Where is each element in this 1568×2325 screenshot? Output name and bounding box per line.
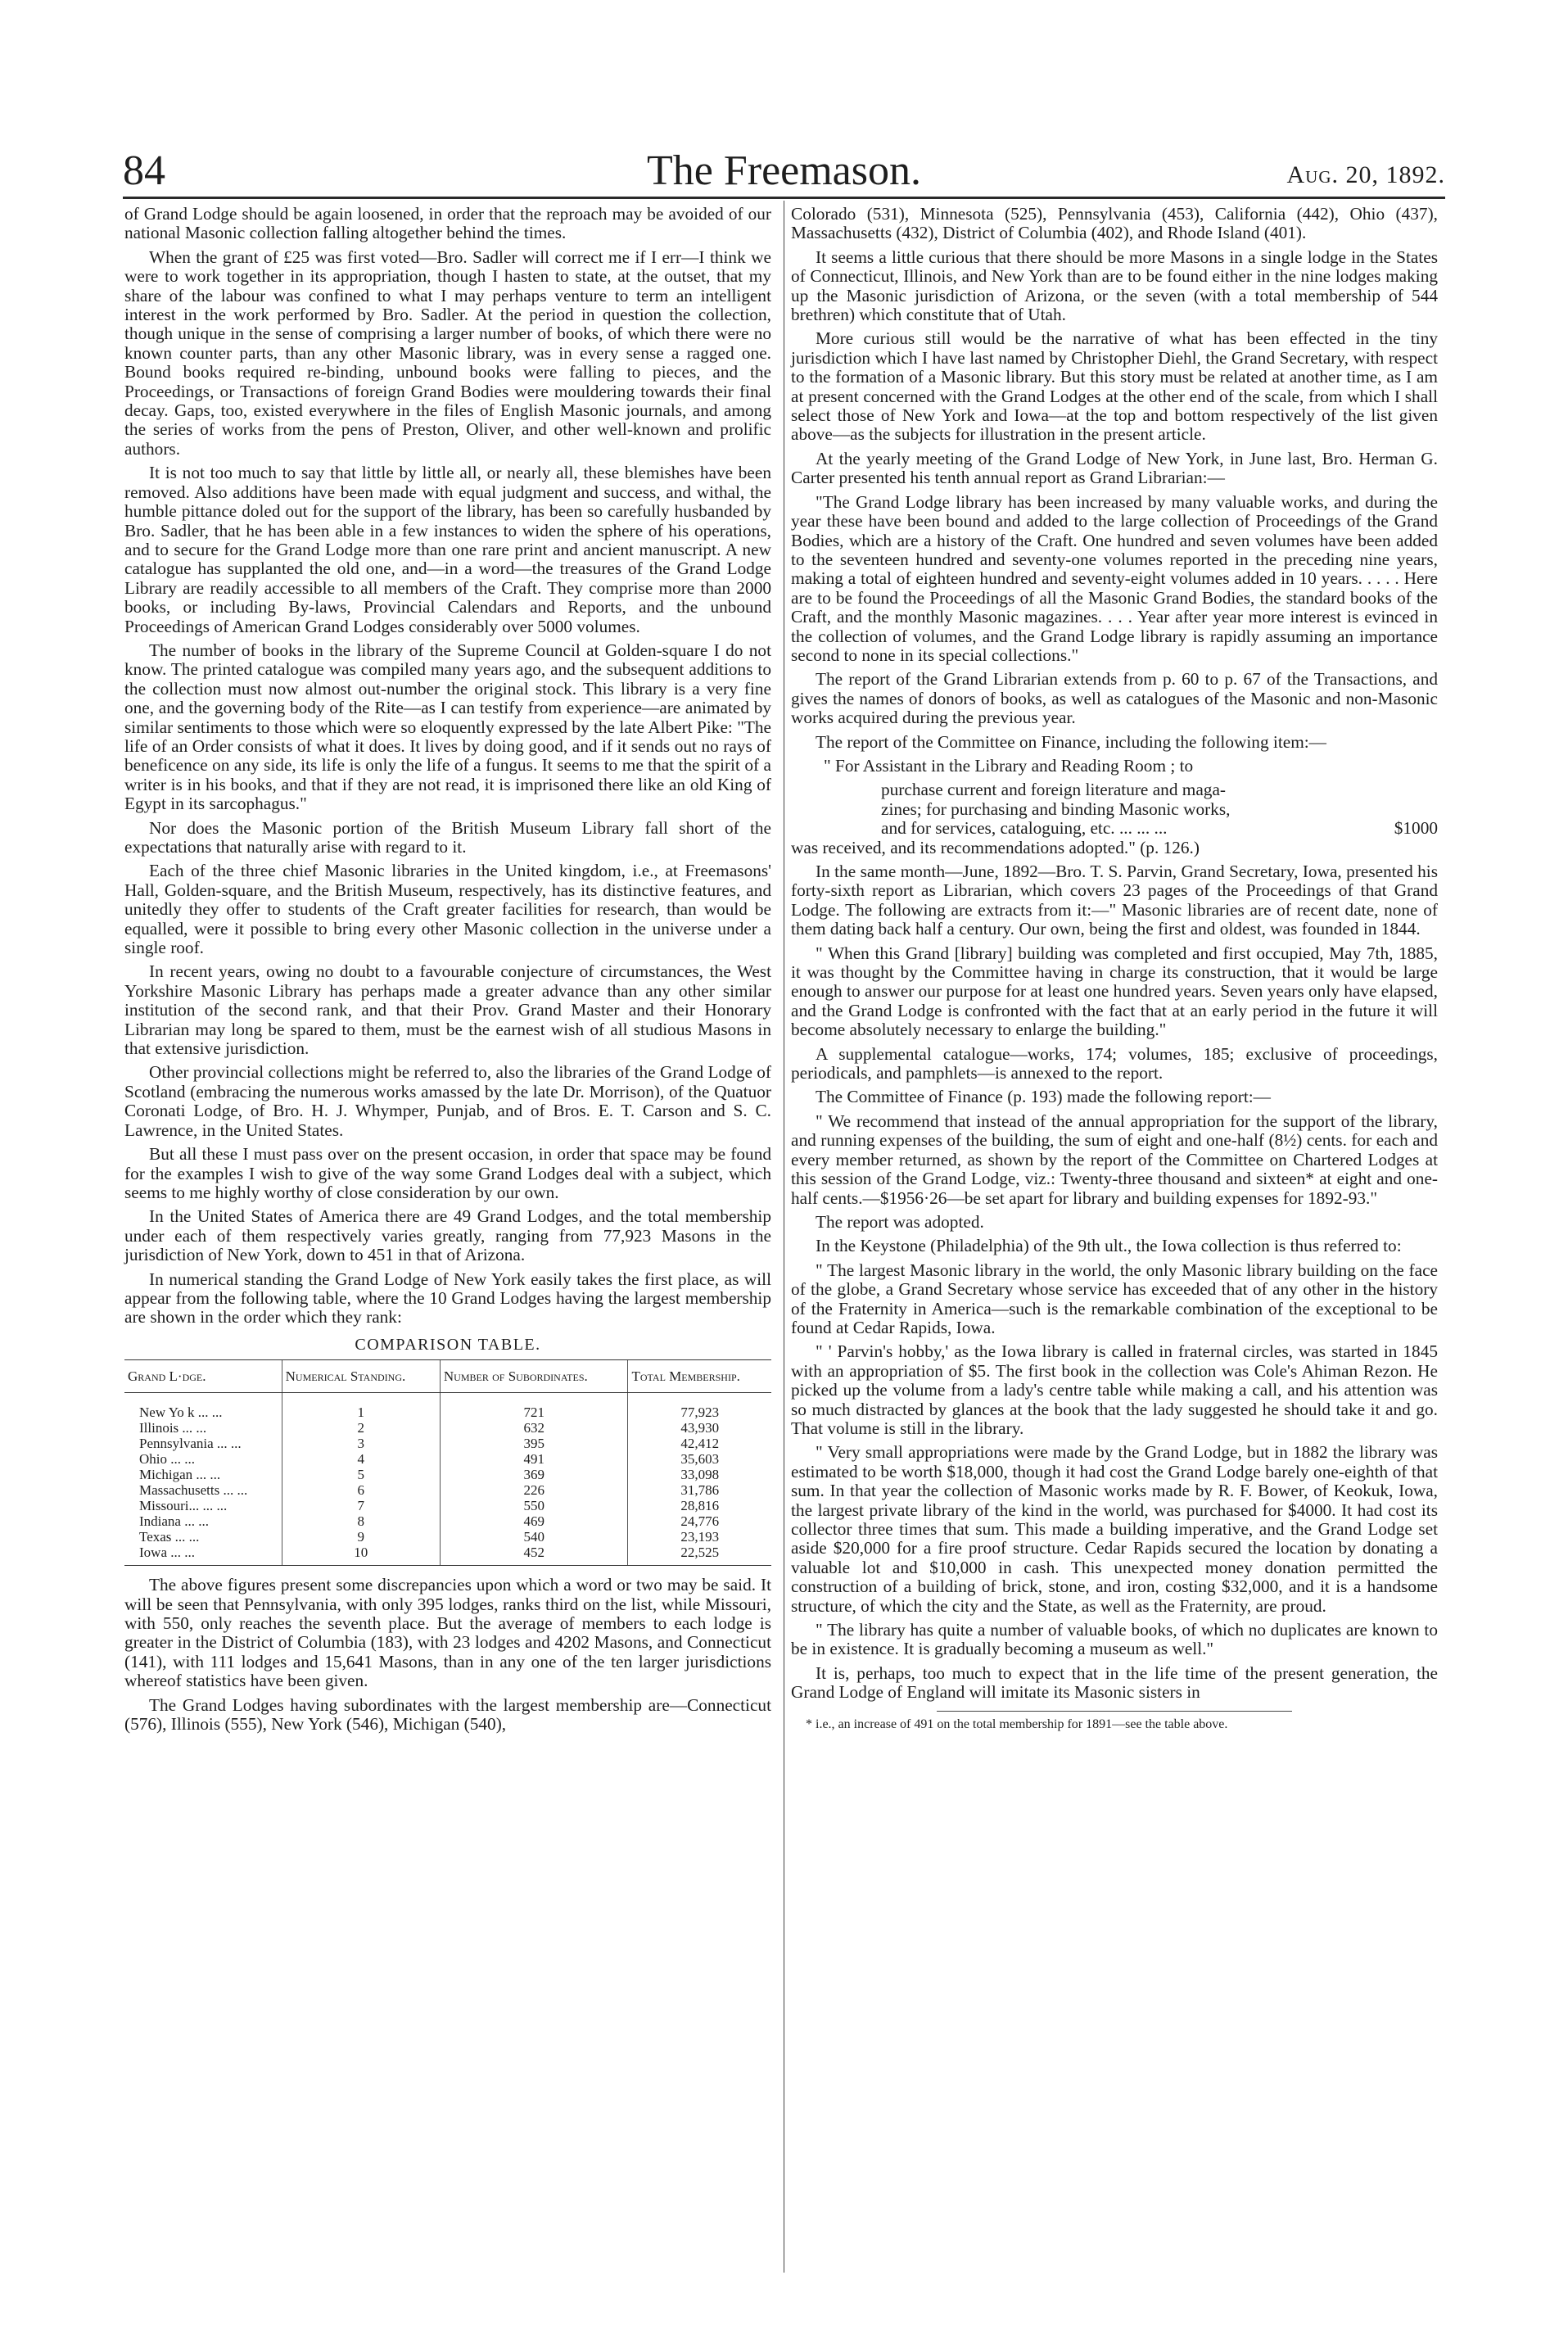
paragraph: In recent years, owing no doubt to a favourable conjecture of circumstances, the West Yorkshire Masonic Library has perhaps made a greater advance than any other similar institution of the second rank, and that their Prov. Grand Master and their Honorary Librarian may long be spared to them, must be the earnest wish of all studious Masons in that extensive jurisdiction. [124, 961, 771, 1059]
paragraph: " When this Grand [library] building was completed and first occupied, May 7th, 1885, it was thought by the Committee having in charge its construction, that it would be large enough to answer our purpose for at least one hundred years. Seven years only have elapsed, and the Grand Lodge is confronted with the fact that at an early period in the future it will become absolutely necessary to enlarge the building." [791, 943, 1438, 1040]
paragraph: " Very small appropriations were made by the Grand Lodge, but in 1882 the library was estimated to be worth $18,000, though it had cost the Grand Lodge barely one-eighth of that sum. In that year the collection of Masonic works made by R. F. Bower, of Keokuk, Iowa, the largest private library of the kind in the world, was purchased for $4000. It had cost its collector three times that sum. This made a building imperative, and the Grand Lodge set aside $20,000 for a fire proof structure. Cedar Rapids secured the location by donating a valuable lot and $10,000 in cash. This unexpected money donation permitted the construction of a building of brick, stone, and iron, costing $32,000, and it is a handsome structure, of which the city and the State, as well as the Fraternity, are proud. [791, 1442, 1438, 1616]
footnote: * i.e., an increase of 491 on the total membership for 1891—see the table above. [806, 1717, 1228, 1731]
lodge-name: New Yo k [139, 1404, 195, 1421]
membership-cell: 31,786 [628, 1482, 771, 1498]
table-header-row [124, 1360, 771, 1393]
leader-dots: ... ... [202, 1498, 228, 1514]
paragraph: It is, perhaps, too much to expect that in the life time of the present generation, the Grand Lodge of England will imitate its Masonic sisters in [791, 1662, 1438, 1703]
standing-cell: 8 [282, 1513, 440, 1529]
subordinates-cell: 491 [440, 1451, 628, 1467]
paragraph: The above figures present some discrepancies upon which a word or two may be said. It will be seen that Pennsylvania, with only 395 lodges, ranks third on the list, while Missouri, with 550, only reaches the seventh place. But the average of members to each lodge is greater in the District of Columbia (183), with 23 lodges and 4202 Masons, and Connecticut (141), with 111 lodges and 15,641 Masons, than in any one of the ten larger jurisdictions whereof statistics have been given. [124, 1575, 771, 1691]
standing-cell: 7 [282, 1498, 440, 1513]
paragraph: Each of the three chief Masonic libraries in the United kingdom, i.e., at Freemasons' Hall, Golden-square, and the British Museum, respectively, has its distinctive features, and unitedly they offer to students of the Craft greater facilities for research, than would be equalled, were it possible to bring every other Masonic collection in the universe under a single roof. [124, 861, 771, 958]
subordinates-cell: 226 [440, 1482, 628, 1498]
paragraph: The number of books in the library of the Supreme Council at Golden-square I do not know. The printed catalogue was compiled many years ago, and the subsequent additions to the collection must now almost out-number the original stock. This library is a very fine one, and the governing body of the Rite—as I can testify from experience—are animated by similar sentiments to those which were so eloquently expressed by the late Albert Pike: "The life of an Order consists of what it does. It lives by doing good, and if it sends out no rays of beneficence on any side, its life is only the life of a fungus. It seems to me that the spirit of a writer is in his books, and that if they are not read, it is imprisoned there like an old King of Egypt in its sarcophagus." [124, 640, 771, 814]
membership-cell: 33,098 [628, 1467, 771, 1482]
leader-dots: ... ... [170, 1545, 195, 1561]
paragraph: of Grand Lodge should be again loosened, in order that the reproach may be avoided of our national Masonic collection falling altogether behind the times. [124, 204, 771, 243]
finance-item-amount-line [881, 819, 1438, 838]
finance-item-line: and for services, cataloguing, etc. ... ... ... [881, 818, 1168, 839]
footnote-rule [937, 1711, 1293, 1712]
membership-cell: 77,923 [628, 1393, 771, 1421]
leader-dots: ... ... [223, 1482, 248, 1499]
leader-dots: ... ... [184, 1513, 209, 1530]
membership-cell: 28,816 [628, 1498, 771, 1513]
subordinates-cell: 469 [440, 1513, 628, 1529]
finance-amount: $1000 [1394, 818, 1438, 839]
header-total-membership: Total Membership. [628, 1360, 771, 1393]
header-number-of-subordinates: Number of Subordinates. [440, 1360, 628, 1393]
standing-cell: 1 [282, 1393, 440, 1421]
issue-date: Aug. 20, 1892. [1286, 161, 1445, 188]
finance-item-line: purchase current and foreign literature and maga- [881, 780, 1226, 800]
paragraph: A supplemental catalogue—works, 174; volumes, 185; exclusive of proceedings, periodicals, and pamphlets—is annexed to the report. [791, 1043, 1438, 1083]
paragraph: Other provincial collections might be referred to, also the libraries of the Grand Lodge of Scotland (embracing the numerous works amassed by the late Dr. Morrison), of the Quatuor Coronati Lodge, of Bro. H. J. Whymper, Punjab, and of Bros. E. T. Carson and S. C. Lawrence, in the United States. [124, 1062, 771, 1140]
subordinates-cell: 540 [440, 1529, 628, 1545]
standing-cell: 6 [282, 1482, 440, 1498]
paragraph: In numerical standing the Grand Lodge of New York easily takes the first place, as will appear from the following table, where the 10 Grand Lodges having the largest membership are shown in the order which they rank: [124, 1269, 771, 1328]
leader-dots: ... ... [197, 1404, 223, 1421]
lodge-name: Massachusetts [139, 1482, 220, 1499]
paragraph: At the yearly meeting of the Grand Lodge of New York, in June last, Bro. Herman G. Carter presented his tenth annual report as Grand Librarian:— [791, 448, 1438, 488]
membership-cell: 22,525 [628, 1545, 771, 1566]
standing-cell: 4 [282, 1451, 440, 1467]
membership-cell: 24,776 [628, 1513, 771, 1529]
subordinates-cell: 550 [440, 1498, 628, 1513]
lodge-name: Illinois [139, 1420, 179, 1436]
membership-cell: 35,603 [628, 1451, 771, 1467]
paragraph: The report of the Committee on Finance, including the following item:— [816, 731, 1326, 752]
standing-cell: 10 [282, 1545, 440, 1566]
subordinates-cell: 395 [440, 1436, 628, 1451]
paragraph: was received, and its recommendations adopted." (p. 126.) [791, 837, 1200, 857]
standing-cell: 3 [282, 1436, 440, 1451]
leader-dots: ... ... [174, 1529, 200, 1545]
header-rule [123, 197, 1445, 199]
subordinates-cell: 369 [440, 1467, 628, 1482]
paragraph: " We recommend that instead of the annual appropriation for the support of the library, and running expenses of the building, the sum of eight and one-half (8½) cents. for each and every member returned, as shown by the report of the Committee on Chartered Lodges at this session of the Grand Lodge, viz.: Twenty-three thousand and sixteen* at eight and one-half cents.—$1956·26—be set apart for library and building expenses for 1892-93." [791, 1110, 1438, 1208]
paragraph: Colorado (531), Minnesota (525), Pennsylvania (453), California (442), Ohio (437), Massachusetts (432), District of Columbia (402), and Rhode Island (401). [791, 204, 1438, 243]
masthead-title: The Freemason. [646, 147, 921, 194]
standing-cell: 5 [282, 1467, 440, 1482]
paragraph: When the grant of £25 was first voted—Bro. Sadler will correct me if I err—I think we were to work together in its appropriation, though I hasten to state, at the outset, that my share of the labour was confined to what I may perhaps venture to term an intelligent interest in the work performed by Bro. Sadler. At the period in question the collection, though unique in the sense of comprising a larger number of books, of which there were no known counter parts, than any other Masonic library, was in every sense a ragged one. Bound books required re-binding, unbound books were falling to pieces, and the Proceedings, or Transactions of foreign Grand Bodies were mouldering towards their final decay. Gaps, too, existed everywhere in the files of English Masonic journals, and among the series of works from the pens of Preston, Oliver, and other well-known and prolific authors. [124, 247, 771, 459]
header-grand-lodge: Grand L·dge. [124, 1360, 282, 1393]
table-caption: COMPARISON TABLE. [355, 1335, 541, 1354]
right-column [791, 205, 1438, 1732]
paragraph: The Grand Lodges having subordinates with the largest membership are—Connecticut (576), Illinois (555), New York (546), Michigan (540), [124, 1694, 771, 1734]
membership-cell: 43,930 [628, 1420, 771, 1436]
paragraph: " The library has quite a number of valuable books, of which no duplicates are known to be in existence. It is gradually becoming a museum as well." [791, 1620, 1438, 1659]
table-row [124, 1529, 771, 1545]
paragraph: The Committee of Finance (p. 193) made the following report:— [816, 1087, 1271, 1107]
lodge-name: Ohio [139, 1451, 167, 1468]
paragraph: In the same month—June, 1892—Bro. T. S. Parvin, Grand Secretary, Iowa, presented his forty-sixth report as Librarian, which covers 23 pages of the Proceedings of that Grand Lodge. The following are extracts from it:—" Masonic libraries are of recent date, none of them dating back half a century. Our own, being the first and oldest, was founded in 1844. [791, 862, 1438, 939]
leader-dots: ... ... [216, 1436, 242, 1452]
table-row [124, 1467, 771, 1482]
finance-item-line: zines; for purchasing and binding Masonic works, [881, 798, 1231, 819]
paragraph: More curious still would be the narrative of what has been effected in the tiny jurisdiction which I have last named by Christopher Diehl, the Grand Secretary, with respect to the formation of a Masonic library. But this story must be related at another time, as I am at present concerned with the Grand Lodges at the other end of the scale, from which I shall select those of New York and Iowa—at the top and bottom respectively of the list given above—as the subjects for illustration in the present article. [791, 328, 1438, 445]
page-header [123, 135, 1445, 192]
table-row [124, 1451, 771, 1467]
leader-dots: ... ... [170, 1451, 195, 1468]
paragraph: "The Grand Lodge library has been increased by many valuable works, and during the year these have been bound and added to the large collection of Proceedings of the Grand Bodies, which are a history of the Craft. One hundred and seven volumes have been added to the seventeen hundred and seventy-one volumes reported in the preceding nine years, making a total of eighteen hundred and seventy-eight volumes added in 10 years. . . . . Here are to be found the Proceedings of all the Masonic Grand Bodies, the standard books of the Craft, and the monthly Masonic magazines. . . . Year after year more interest is evinced in the collection of volumes, and the Grand Lodge library is rapidly assuming an importance second to none in its special collections." [791, 491, 1438, 665]
finance-item-line: " For Assistant in the Library and Reading Room ; to [824, 755, 1194, 776]
subordinates-cell: 721 [440, 1393, 628, 1421]
header-numerical-standing: Numerical Standing. [282, 1360, 440, 1393]
page-number: 84 [123, 147, 165, 194]
paragraph: In the Keystone (Philadelphia) of the 9th ult., the Iowa collection is thus referred to: [816, 1236, 1402, 1256]
lodge-name: Michigan [139, 1467, 193, 1483]
table-row [124, 1393, 771, 1421]
paragraph: " ' Parvin's hobby,' as the Iowa library is called in fraternal circles, was started in 1845 with an appropriation of $5. The first book in the collection was Cole's Ahiman Rezon. He picked up the volume from a lady's centre table while making a call, and his attention was so much distracted by glances at the book that the lady suggested he should take it and go. That volume is still in the library. [791, 1341, 1438, 1438]
paragraph: In the United States of America there are 49 Grand Lodges, and the total membership under each of them respectively varies greatly, ranging from 77,923 Masons in the jurisdiction of New York, down to 451 in that of Arizona. [124, 1206, 771, 1265]
paragraph: Nor does the Masonic portion of the British Museum Library fall short of the expectations that naturally arise with regard to it. [124, 817, 771, 857]
table-row [124, 1513, 771, 1529]
comparison-table [124, 1359, 771, 1566]
paragraph: It seems a little curious that there should be more Masons in a single lodge in the States of Connecticut, Illinois, and New York than are to be found either in the nine lodges making up the Masonic jurisdiction of Arizona, or the seven (with a total membership of 544 brethren) which constitute that of Utah. [791, 247, 1438, 325]
lodge-name: Pennsylvania [139, 1436, 214, 1452]
table-row [124, 1420, 771, 1436]
membership-cell: 23,193 [628, 1529, 771, 1545]
table-row [124, 1436, 771, 1451]
standing-cell: 2 [282, 1420, 440, 1436]
table-row [124, 1498, 771, 1513]
subordinates-cell: 632 [440, 1420, 628, 1436]
left-column [124, 205, 771, 1739]
subordinates-cell: 452 [440, 1545, 628, 1566]
lodge-name: Iowa [139, 1545, 167, 1561]
paragraph: The report was adopted. [816, 1211, 984, 1232]
paragraph: But all these I must pass over on the present occasion, in order that space may be found for the examples I wish to give of the way some Grand Lodges deal with a subject, which seems to me highly worthy of close consideration by our own. [124, 1144, 771, 1202]
paragraph: It is not too much to say that little by little all, or nearly all, these blemishes have been removed. Also additions have been made with equal judgment and success, and withal, the humble pittance doled out for the support of the library, has been so carefully husbanded by Bro. Sadler, that he has been able in a few instances to widen the sphere of his operations, and to secure for the Grand Lodge more than one rare print and ancient manuscript. A new catalogue has supplanted the old one, and—in a word—the treasures of the Grand Lodge Library are readily accessible to all members of the Craft. They comprise more than 2000 books, or including By-laws, Provincial Calendars and Reports, and the unbound Proceedings of American Grand Lodges considerably over 5000 volumes. [124, 463, 771, 636]
paragraph: The report of the Grand Librarian extends from p. 60 to p. 67 of the Transactions, and gives the names of donors of books, as well as catalogues of the Masonic and non-Masonic works acquired during the previous year. [791, 669, 1438, 728]
lodge-name: Texas [139, 1529, 172, 1545]
leader-dots: ... ... [196, 1467, 221, 1483]
standing-cell: 9 [282, 1529, 440, 1545]
table-row [124, 1482, 771, 1498]
paragraph: " The largest Masonic library in the world, the only Masonic library building on the face of the globe, a Grand Secretary whose service has exceeded that of any other in the history of the Fraternity in America—such is the remarkable combination of the exceptional to be found at Cedar Rapids, Iowa. [791, 1260, 1438, 1337]
lodge-name: Indiana [139, 1513, 181, 1530]
table-row [124, 1545, 771, 1566]
lodge-name: Missouri... [139, 1498, 200, 1514]
membership-cell: 42,412 [628, 1436, 771, 1451]
leader-dots: ... ... [182, 1420, 207, 1436]
